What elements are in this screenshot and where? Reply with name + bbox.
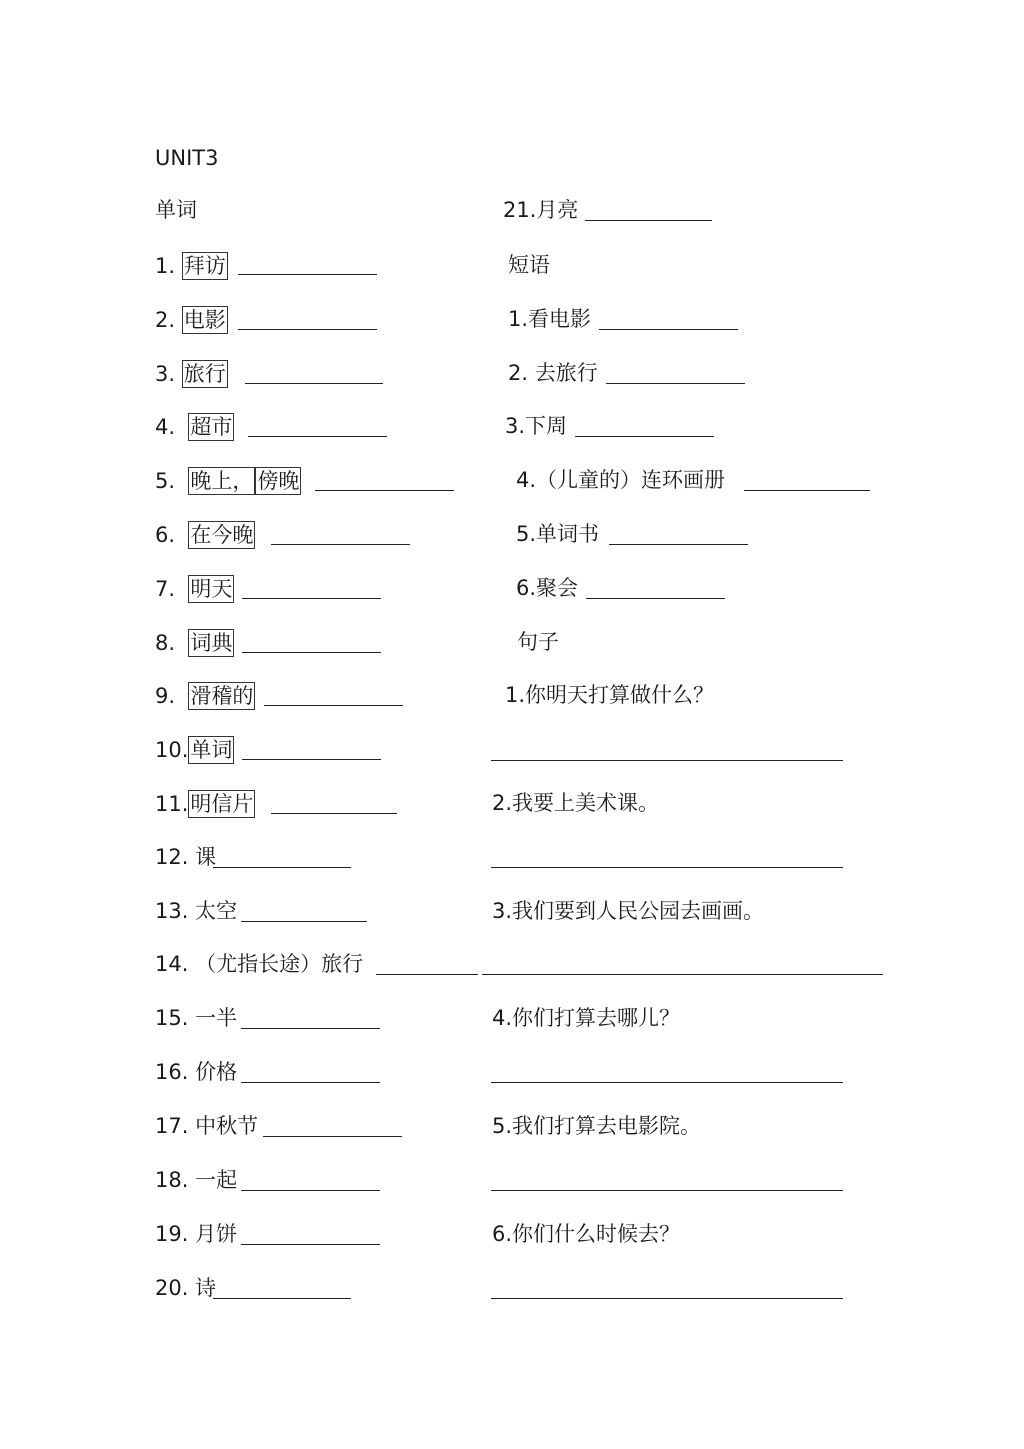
word-text: 在今晚 (190, 523, 254, 547)
word-item: 17. 中秋节 (155, 1114, 259, 1138)
answer-blank[interactable] (491, 1298, 843, 1299)
word-item: 20. 诗 (155, 1276, 217, 1300)
sentence-item: 6.你们什么时候去？ (492, 1222, 681, 1246)
word-item: 15. 一半 (155, 1006, 238, 1030)
answer-blank[interactable] (585, 220, 712, 221)
word-text: 电影 (183, 308, 226, 332)
sentence-item: 2.我要上美术课。 (492, 791, 660, 815)
word-item: 8. 词典 (155, 631, 233, 655)
answer-blank[interactable] (242, 598, 381, 599)
word-text: 太空 (195, 899, 238, 923)
answer-blank[interactable] (491, 1190, 843, 1191)
word-text: 傍晚 (257, 469, 300, 493)
word-item: 3. 旅行 (155, 362, 226, 386)
answer-blank[interactable] (376, 974, 478, 975)
sentence-item: 3.我们要到人民公园去画画。 (492, 899, 765, 923)
phrase-item: 4.（儿童的）连环画册 (516, 468, 726, 492)
word-item: 11.明信片 (155, 792, 254, 816)
answer-blank[interactable] (271, 813, 397, 814)
word-item: 1. 拜访 (155, 254, 226, 278)
answer-blank[interactable] (264, 705, 403, 706)
words-heading: 单词 (155, 198, 197, 222)
answer-blank[interactable] (744, 490, 870, 491)
answer-blank[interactable] (213, 867, 351, 868)
word-text: 滑稽的 (190, 684, 254, 708)
answer-blank[interactable] (491, 1082, 843, 1083)
phrases-heading: 短语 (508, 253, 550, 277)
word-text: 课 (195, 845, 217, 869)
phrase-item: 1.看电影 (508, 307, 592, 331)
word-item: 13. 太空 (155, 899, 238, 923)
answer-blank[interactable] (491, 760, 843, 761)
word-item: 2. 电影 (155, 308, 226, 332)
word-item: 16. 价格 (155, 1060, 238, 1084)
answer-blank[interactable] (263, 1136, 402, 1137)
answer-blank[interactable] (586, 598, 725, 599)
word-text: 月饼 (195, 1222, 238, 1246)
answer-blank[interactable] (241, 1028, 380, 1029)
sentences-heading: 句子 (517, 630, 559, 654)
word-item: 14. （尤指长途）旅行 (155, 952, 364, 976)
answer-blank[interactable] (238, 274, 377, 275)
word-text: （尤指长途）旅行 (195, 952, 364, 976)
word-item: 10.单词 (155, 738, 233, 762)
answer-blank[interactable] (482, 974, 883, 975)
answer-blank[interactable] (271, 544, 410, 545)
answer-blank[interactable] (242, 759, 381, 760)
word-text: 单词 (190, 738, 233, 762)
answer-blank[interactable] (575, 436, 714, 437)
word-item: 9. 滑稽的 (155, 684, 254, 708)
word-item: 18. 一起 (155, 1168, 238, 1192)
word-item: 5. 晚上， 傍晚 (155, 469, 300, 493)
word-item: 21.月亮 (503, 198, 579, 222)
answer-blank[interactable] (241, 921, 367, 922)
answer-blank[interactable] (241, 1190, 380, 1191)
answer-blank[interactable] (609, 544, 748, 545)
word-text: 中秋节 (195, 1114, 259, 1138)
answer-blank[interactable] (248, 436, 387, 437)
word-text: 一起 (195, 1168, 238, 1192)
unit-title: UNIT3 (155, 146, 219, 170)
word-item: 12. 课 (155, 845, 217, 869)
word-text: 明天 (190, 577, 233, 601)
sentence-item: 1.你明天打算做什么？ (505, 683, 715, 707)
word-item: 7. 明天 (155, 577, 233, 601)
word-text: 明信片 (190, 792, 254, 816)
answer-blank[interactable] (599, 329, 738, 330)
word-text: 拜访 (183, 254, 226, 278)
answer-blank[interactable] (491, 867, 843, 868)
word-item: 6. 在今晚 (155, 523, 254, 547)
answer-blank[interactable] (315, 490, 454, 491)
word-text: 价格 (195, 1060, 238, 1084)
answer-blank[interactable] (241, 1082, 380, 1083)
phrase-item: 2. 去旅行 (508, 361, 598, 385)
phrase-item: 5.单词书 (516, 522, 600, 546)
sentence-item: 5.我们打算去电影院。 (492, 1114, 702, 1138)
sentence-item: 4.你们打算去哪儿？ (492, 1006, 681, 1030)
phrase-item: 3.下周 (505, 414, 568, 438)
word-text: 超市 (190, 415, 233, 439)
word-text: 词典 (190, 631, 233, 655)
word-text: 晚上， (190, 469, 254, 493)
word-text: 诗 (195, 1276, 217, 1300)
answer-blank[interactable] (213, 1298, 351, 1299)
answer-blank[interactable] (606, 383, 745, 384)
word-text: 一半 (195, 1006, 238, 1030)
word-item: 19. 月饼 (155, 1222, 238, 1246)
answer-blank[interactable] (242, 652, 381, 653)
answer-blank[interactable] (241, 1244, 380, 1245)
word-text: 旅行 (183, 362, 226, 386)
answer-blank[interactable] (245, 383, 383, 384)
answer-blank[interactable] (238, 329, 377, 330)
word-item: 4. 超市 (155, 415, 233, 439)
phrase-item: 6.聚会 (516, 576, 579, 600)
